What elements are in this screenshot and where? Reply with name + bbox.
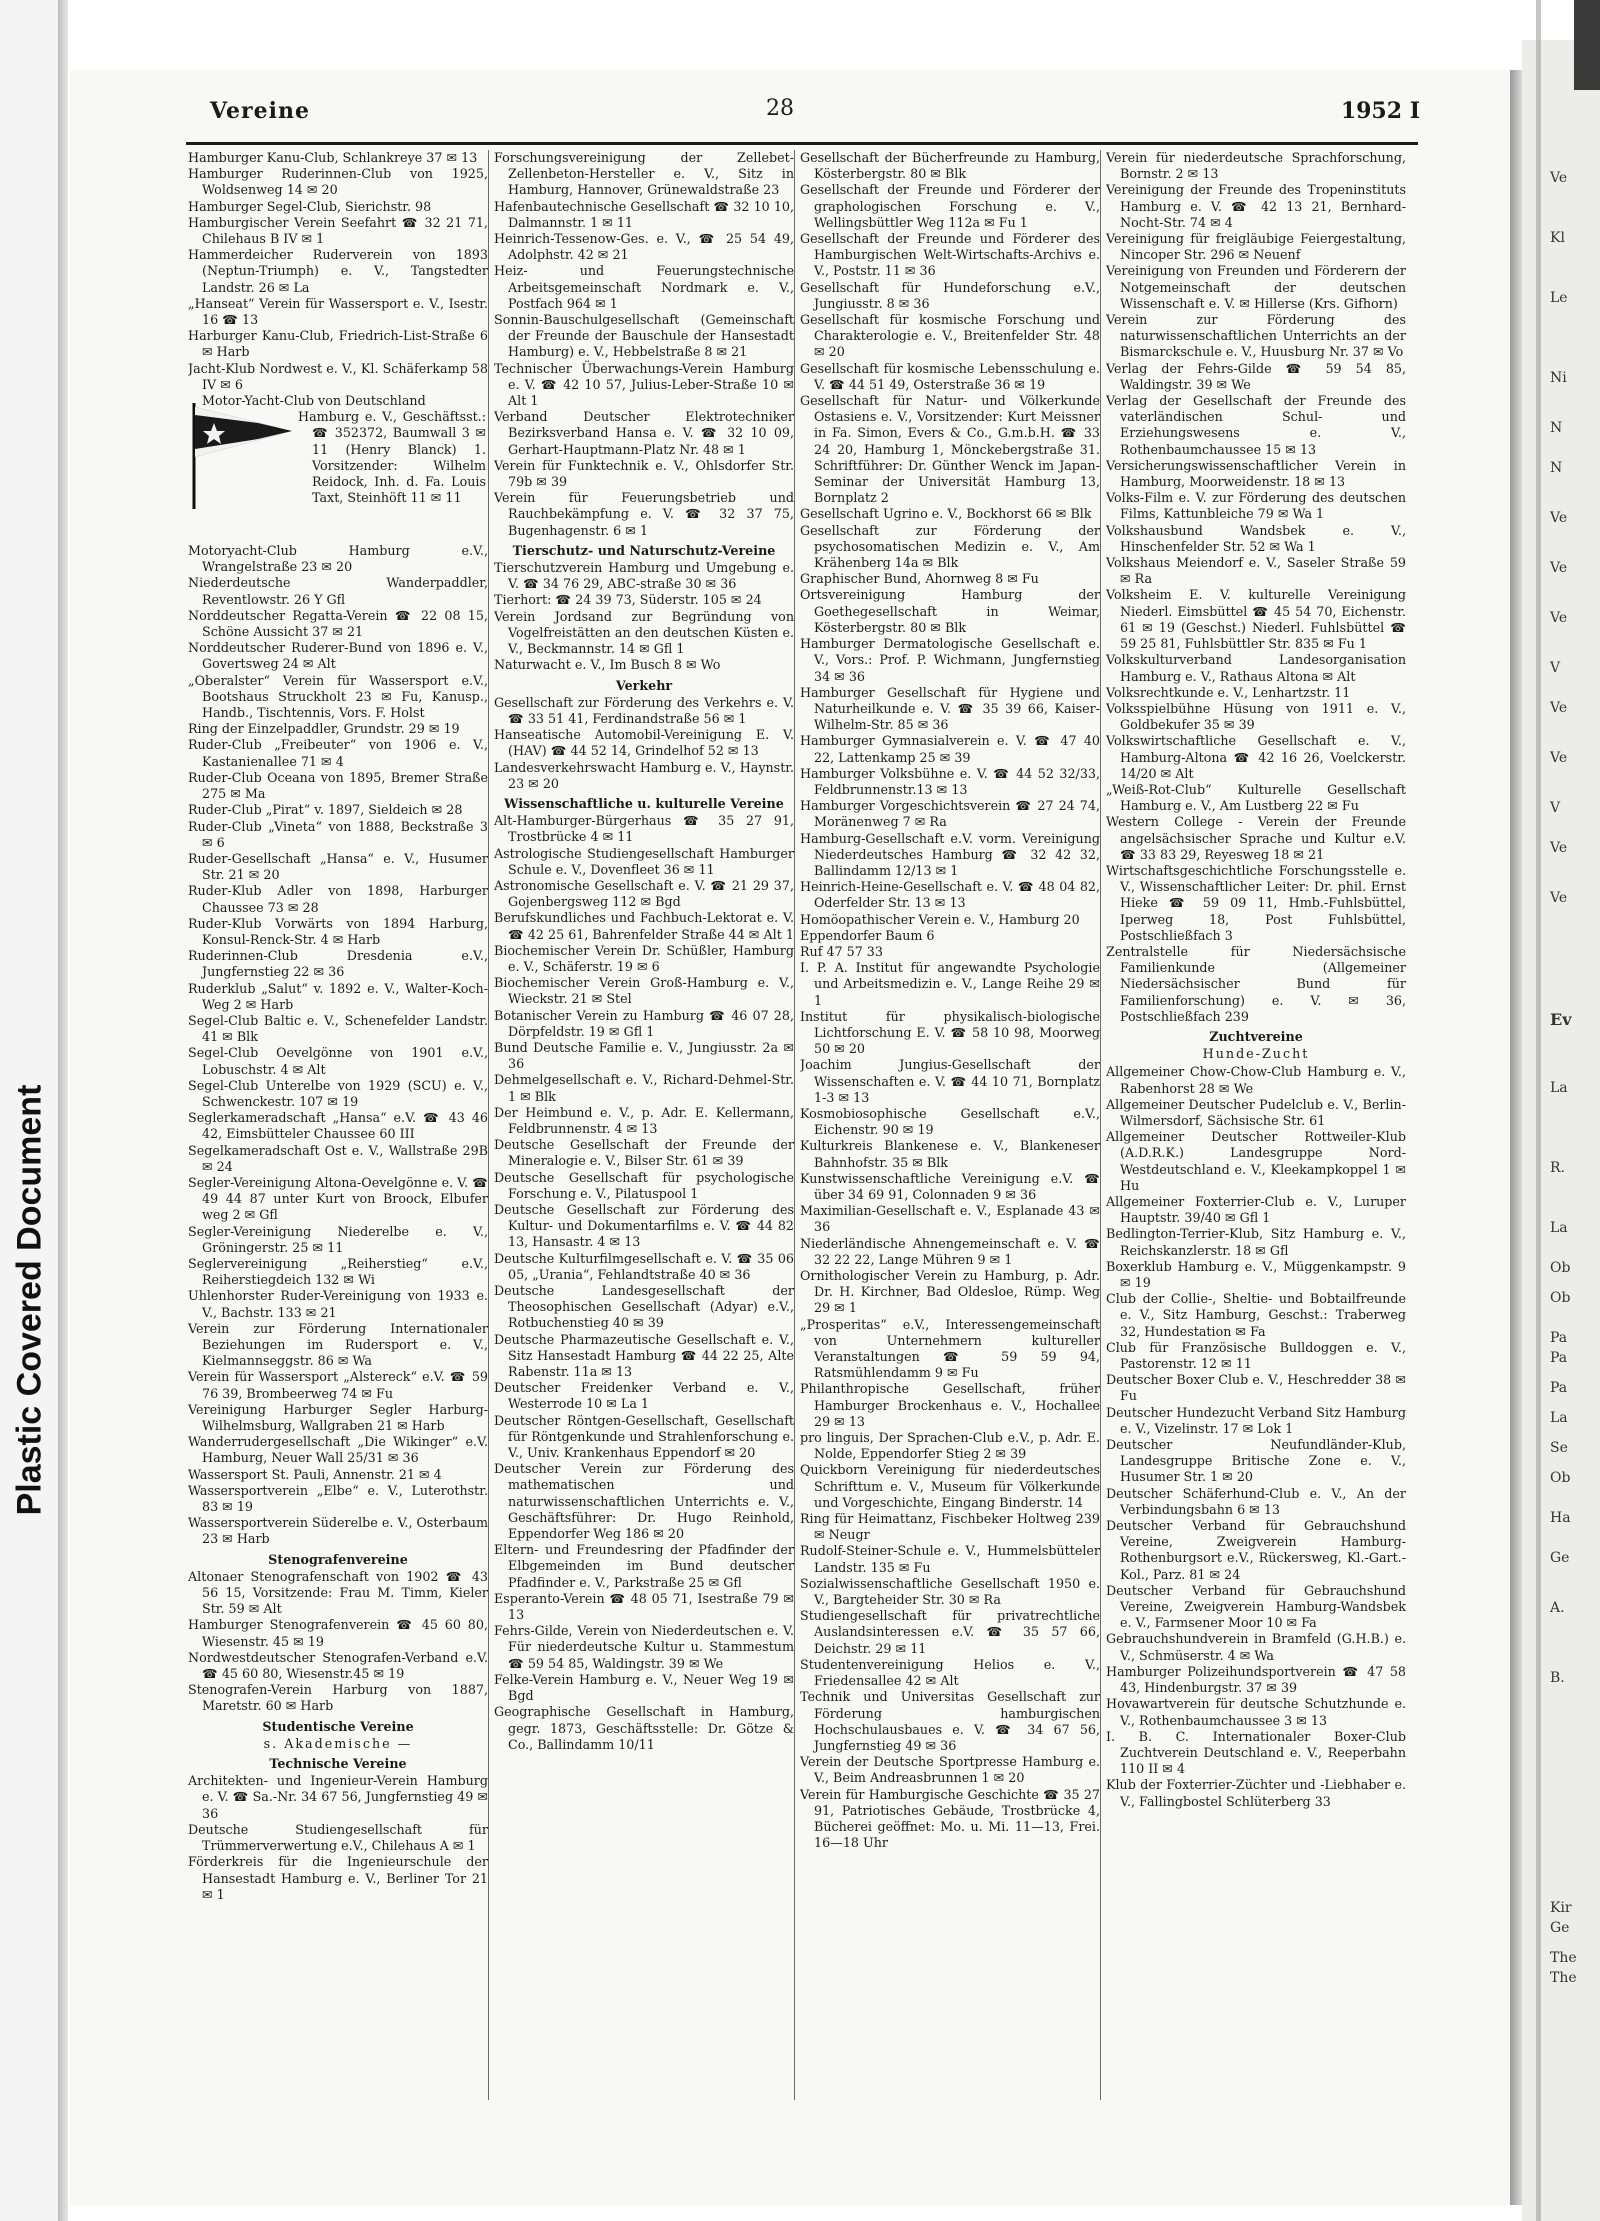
list-item: Deutsche Kulturfilmgesellschaft e. V. ☎ 35 06 05, „Urania“, Fehlandtstraße 40 ✉ 36 (494, 1250, 794, 1282)
section-title: Vereine (210, 98, 310, 124)
entry-list (800, 150, 1100, 1851)
list-item: Gesellschaft für kosmische Forschung und Charakterologie e. V., Breitenfelder Str. 48 ✉ 20 (800, 312, 1100, 360)
next-page-fragment: Pa (1550, 1330, 1568, 1346)
list-item: Niederländische Ahnengemeinschaft e. V. ☎ 32 22 22, Lange Mühren 9 ✉ 1 (800, 1235, 1100, 1267)
list-item: Allgemeiner Chow-Chow-Club Hamburg e. V., Rabenhorst 28 ✉ We (1106, 1064, 1406, 1096)
page-year: 1952 I (1340, 98, 1420, 124)
list-item: Wassersportverein „Elbe“ e. V., Luterothstr. 83 ✉ 19 (188, 1482, 488, 1515)
list-item: Boxerklub Hamburg e. V., Müggenkampstr. 9 ✉ 19 (1106, 1258, 1406, 1291)
list-item: Ruder-Klub Vorwärts von 1894 Harburg, Konsul-Renck-Str. 4 ✉ Harb (188, 915, 488, 947)
list-item: Sonnin-Bauschulgesellschaft (Gemeinschaft der Freunde der Bauschule der Hansestadt Hamburg) e. V., Hebbelstraße 8 ✉ 21 (494, 312, 794, 360)
list-item: Ruder-Club „Freibeuter“ von 1906 e. V., Kastanienallee 71 ✉ 4 (188, 737, 488, 769)
list-item: Deutscher Schäferhund-Club e. V., An der Verbindungsbahn 6 ✉ 13 (1106, 1485, 1406, 1517)
list-item: Maximilian-Gesellschaft e. V., Esplanade 43 ✉ 36 (800, 1203, 1100, 1235)
list-item: Felke-Verein Hamburg e. V., Neuer Weg 19 ✉ Bgd (494, 1671, 794, 1704)
section-subheading: Hunde-Zucht (1202, 1046, 1310, 1062)
list-item: Wassersport St. Pauli, Annenstr. 21 ✉ 4 (188, 1466, 442, 1482)
entry-list (188, 150, 488, 393)
column-divider (488, 150, 489, 2100)
list-item: Landesverkehrswacht Hamburg e. V., Haynstr. 23 ✉ 20 (494, 759, 794, 791)
list-item: Segelkameradschaft Ost e. V., Wallstraße 29B ✉ 24 (188, 1142, 488, 1174)
list-item: Esperanto-Verein ☎ 48 05 71, Isestraße 79 ✉ 13 (494, 1590, 794, 1623)
list-item: Astronomische Gesellschaft e. V. ☎ 21 29 37, Gojenbergsweg 112 ✉ Bgd (494, 877, 794, 910)
list-item: Deutscher Neufundländer-Klub, Landesgruppe Britische Zone e. V., Husumer Str. 1 ✉ 20 (1106, 1437, 1406, 1485)
list-item: Ruder-Klub Adler von 1898, Harburger Chaussee 73 ✉ 28 (188, 883, 488, 915)
list-item: Rudolf-Steiner-Schule e. V., Hummelsbütteler Landstr. 135 ✉ Fu (800, 1543, 1100, 1575)
list-item: Deutscher Verein zur Förderung des mathematischen und naturwissenschaftlichen Unterrichts e. V., Geschäftsführer: Dr. Hugo Reinhold, Eppendorfer Weg 186 ✉ 20 (494, 1461, 794, 1542)
list-item: Hamburger Kanu-Club, Schlankreye 37 ✉ 13 (188, 150, 478, 165)
list-item: Gesellschaft der Freunde und Förderer der graphologischen Forschung e. V., Wellingsbüttler Weg 112a ✉ Fu 1 (800, 182, 1100, 230)
list-item: Studiengesellschaft für privatrechtliche Auslandsinteressen e.V. ☎ 35 57 66, Deichstr. 29 ✉ 11 (800, 1608, 1100, 1656)
list-item: „Weiß-Rot-Club“ Kulturelle Gesellschaft Hamburg e. V., Am Lustberg 22 ✉ Fu (1106, 781, 1406, 814)
list-item: Technischer Überwachungs-Verein Hamburg e. V. ☎ 42 10 57, Julius-Leber-Straße 10 ✉ Alt 1 (494, 360, 794, 409)
list-item: Versicherungswissenschaftlicher Verein in Hamburg, Moorweidenstr. 18 ✉ 13 (1106, 457, 1406, 490)
list-item: Volkshaus Meiendorf e. V., Saseler Straße 59 ✉ Ra (1106, 555, 1406, 587)
list-item: Naturwacht e. V., Im Busch 8 ✉ Wo (494, 657, 721, 673)
column-4 (1106, 150, 1406, 2100)
list-item: „Hanseat“ Verein für Wassersport e. V., Isestr. 16 ☎ 13 (188, 295, 488, 328)
list-item: Gesellschaft Ugrino e. V., Bockhorst 66 ✉ Blk (800, 506, 1092, 522)
list-item: Eltern- und Freundesring der Pfadfinder der Elbgemeinden im Bund deutscher Pfadfinder e. V., Parkstraße 25 ✉ Gfl (494, 1542, 794, 1590)
list-item: Deutscher Verband für Gebrauchshund Vereine, Zweigverein Hamburg-Wandsbek e. V., Farmsener Moor 10 ✉ Fa (1106, 1582, 1406, 1631)
list-item: Graphischer Bund, Ahornweg 8 ✉ Fu (800, 571, 1039, 587)
next-page-fragment: Ob (1550, 1260, 1571, 1276)
list-item: Volksspielbühne Hüsung von 1911 e. V., Goldbekufer 35 ✉ 39 (1106, 700, 1406, 733)
list-item: Hamburgischer Verein Seefahrt ☎ 32 21 71, Chilehaus B IV ✉ 1 (188, 214, 488, 247)
next-page-fragment: Ob (1550, 1470, 1571, 1486)
list-item: Forschungsvereinigung der Zellebet-Zellenbeton-Hersteller e. V., Sitz in Hamburg, Hannover, Grünewaldstraße 23 (494, 150, 794, 198)
list-item: Heinrich-Tessenow-Ges. e. V., ☎ 25 54 49, Adolphstr. 42 ✉ 21 (494, 231, 794, 263)
list-item: Gesellschaft der Bücherfreunde zu Hamburg, Kösterbergstr. 80 ✉ Blk (800, 150, 1100, 182)
list-item: Allgemeiner Deutscher Rottweiler-Klub (A.D.R.K.) Landesgruppe Nord-Westdeutschland e. V., Kleekampkoppel 1 ✉ Hu (1106, 1129, 1406, 1193)
list-item: Ruder-Gesellschaft „Hansa“ e. V., Husumer Str. 21 ✉ 20 (188, 850, 488, 883)
next-page-fragment: Ha (1550, 1510, 1571, 1526)
list-item: Hanseatische Automobil-Vereinigung E. V. (HAV) ☎ 44 52 14, Grindelhof 52 ✉ 13 (494, 727, 794, 759)
list-item: Zentralstelle für Niedersächsische Familienkunde (Allgemeiner Niedersächsischer Bund für Familienforschung) e. V. ✉ 36, Postschließfach 239 (1106, 943, 1406, 1024)
section-heading: Wissenschaftliche u. kulturelle Vereine (504, 795, 784, 811)
list-item: Sozialwissenschaftliche Gesellschaft 1950 e. V., Bargteheider Str. 30 ✉ Ra (800, 1575, 1100, 1608)
list-item: „Prosperitas“ e.V., Interessengemeinschaft von Unternehmern kultureller Veranstaltungen ☎ 59 59 94, Ratsmühlendamm 9 ✉ Fu (800, 1316, 1100, 1381)
column-divider (794, 150, 795, 2100)
list-item: Volkswirtschaftliche Gesellschaft e. V., Hamburg-Altona ☎ 42 16 26, Voelckerstr. 14/20 ✉ Alt (1106, 733, 1406, 781)
list-item: Segel-Club Oevelgönne von 1901 e.V., Lobuschstr. 4 ✉ Alt (188, 1045, 488, 1077)
page-number: 28 (766, 96, 794, 121)
next-page-edge (1522, 40, 1600, 2221)
binding-spine (1536, 0, 1541, 2221)
list-item: Heiz- und Feuerungstechnische Arbeitsgemeinschaft Nordmark e. V., Postfach 964 ✉ 1 (494, 263, 794, 311)
list-item: Gesellschaft der Freunde und Förderer des Hamburgischen Welt-Wirtschafts-Archivs e. V., Poststr. 11 ✉ 36 (800, 231, 1100, 279)
list-item: Heinrich-Heine-Gesellschaft e. V. ☎ 48 04 82, Oderfelder Str. 13 ✉ 13 (800, 879, 1100, 911)
next-page-fragment: Ge (1550, 1920, 1570, 1936)
list-item: Hamburger Vorgeschichtsverein ☎ 27 24 74, Moränenweg 7 ✉ Ra (800, 798, 1100, 830)
next-page-fragment: N (1550, 460, 1563, 476)
list-item: Motor-Yacht-Club von Deutschland (202, 393, 426, 409)
list-item: Verein zur Förderung des naturwissenschaftlichen Unterrichts an der Bismarckschule e. V., Huusburg Nr. 37 ✉ Vo (1106, 312, 1406, 360)
list-item: Quickborn Vereinigung für niederdeutsches Schrifttum e. V., Museum für Völkerkunde und Vorgeschichte, Eingang Binderstr. 14 (800, 1462, 1100, 1510)
column-divider (1100, 150, 1101, 2100)
list-item: Ruderklub „Salut“ v. 1892 e. V., Walter-Koch-Weg 2 ✉ Harb (188, 980, 488, 1012)
next-page-fragment: Ob (1550, 1290, 1571, 1306)
list-item: Segler-Vereinigung Altona-Oevelgönne e. V. ☎ 49 44 87 unter Kurt von Broock, Elbufer weg 2 ✉ Gfl (188, 1174, 488, 1223)
list-item: Hamburger Dermatologische Gesellschaft e. V., Vors.: Prof. P. Wichmann, Jungfernstieg 34 ✉ 36 (800, 636, 1100, 684)
list-item: Volkshausbund Wandsbek e. V., Hinschenfelder Str. 52 ✉ Wa 1 (1106, 522, 1406, 554)
list-item: Club für Französische Bulldoggen e. V., Pastorenstr. 12 ✉ 11 (1106, 1339, 1406, 1372)
list-item: Gesellschaft für kosmische Lebensschulung e. V. ☎ 44 51 49, Osterstraße 36 ✉ 19 (800, 360, 1100, 392)
list-item: I. B. C. Internationaler Boxer-Club Zuchtverein Deutschland e. V., Reeperbahn 110 II ✉ 4 (1106, 1728, 1406, 1777)
list-item: Hamburger Segel-Club, Sierichstr. 98 (188, 198, 432, 214)
list-item: Verband Deutscher Elektrotechniker Bezirksverband Hansa e. V. ☎ 32 10 09, Gerhart-Hauptmann-Platz Nr. 48 ✉ 1 (494, 409, 794, 457)
list-item: Western College - Verein der Freunde angelsächsischer Sprache und Kultur e.V. ☎ 33 83 29, Reyesweg 18 ✉ 21 (1106, 814, 1406, 862)
list-item: Verein Jordsand zur Begründung von Vogelfreistätten an den deutschen Küsten e. V., Beckmannstr. 14 ✉ Gfl 1 (494, 608, 794, 657)
list-item: Verein für Wassersport „Alstereck“ e.V. ☎ 59 76 39, Brombeerweg 74 ✉ Fu (188, 1369, 488, 1401)
list-item: Seglerkameradschaft „Hansa“ e.V. ☎ 43 46 42, Eimsbütteler Chaussee 60 III (188, 1110, 488, 1142)
entry-list (494, 150, 794, 539)
entry-list (1106, 150, 1406, 1025)
next-page-fragment: The (1550, 1950, 1577, 1966)
list-item: Vereinigung von Freunden und Förderern der Notgemeinschaft der deutschen Wissenschaft e. V. ✉ Hillerse (Krs. Gifhorn) (1106, 263, 1406, 311)
next-page-fragment: La (1550, 1080, 1568, 1096)
next-page-fragment: Ve (1550, 610, 1568, 626)
list-item: Vereinigung für freigläubige Feiergestaltung, Nincoper Str. 296 ✉ Neuenf (1106, 231, 1406, 263)
next-page-fragment: R. (1550, 1160, 1565, 1176)
list-item: Allgemeiner Deutscher Pudelclub e. V., Berlin-Wilmersdorf, Sächsische Str. 61 (1106, 1096, 1406, 1128)
list-item: Norddeutscher Regatta-Verein ☎ 22 08 15, Schöne Aussicht 37 ✉ 21 (188, 607, 488, 640)
list-item: Allgemeiner Foxterrier-Club e. V., Luruper Hauptstr. 39/40 ✉ Gfl 1 (1106, 1194, 1406, 1226)
next-page-fragment: V (1550, 660, 1561, 676)
list-item: Kosmobiosophische Gesellschaft e.V., Eichenstr. 90 ✉ 19 (800, 1105, 1100, 1138)
list-item: Gesellschaft für Hundeforschung e.V., Jungiusstr. 8 ✉ 36 (800, 279, 1100, 311)
list-item: Verein für niederdeutsche Sprachforschung, Bornstr. 2 ✉ 13 (1106, 150, 1406, 182)
list-item: Alt-Hamburger-Bürgerhaus ☎ 35 27 91, Trostbrücke 4 ✉ 11 (494, 813, 794, 845)
list-item: Volkskulturverband Landesorganisation Hamburg e. V., Rathaus Altona ✉ Alt (1106, 652, 1406, 684)
motor-yacht-club-entry (188, 393, 488, 543)
list-item: Segler-Vereinigung Niederelbe e. V., Gröningerstr. 25 ✉ 11 (188, 1223, 488, 1255)
list-item: Dehmelgesellschaft e. V., Richard-Dehmel-Str. 1 ✉ Blk (494, 1072, 794, 1104)
list-item: Deutsche Pharmazeutische Gesellschaft e. V., Sitz Hansestadt Hamburg ☎ 44 22 25, Alte Rabenstr. 11a ✉ 13 (494, 1331, 794, 1380)
list-item: Deutscher Verband für Gebrauchshund Vereine, Zweigverein Hamburg-Rothenburgsort e.V., Rückersweg, Kl.-Gart.-Kol., Parz. 81 ✉ 24 (1106, 1518, 1406, 1582)
next-page-fragment: Ve (1550, 170, 1568, 186)
list-item: Ruf 47 57 33 (800, 943, 883, 959)
list-item: Technik und Universitas Gesellschaft zur Förderung hamburgischen Hochschulausbaues e. V. ☎ 34 67 56, Jungfernstieg 49 ✉ 36 (800, 1689, 1100, 1753)
cross-reference: s. Akademische — (263, 1735, 413, 1751)
list-item: Ring für Heimattanz, Fischbeker Holtweg 239 ✉ Neugr (800, 1511, 1100, 1543)
entry-list (188, 1569, 488, 1715)
list-item: Geographische Gesellschaft in Hamburg, gegr. 1873, Geschäftsstelle: Dr. Götze & Co., Ballindamm 10/11 (494, 1704, 794, 1752)
list-item: Vereinigung der Freunde des Tropeninstituts Hamburg e. V. ☎ 42 13 21, Bernhard-Nocht-Str. 74 ✉ 4 (1106, 182, 1406, 230)
next-page-fragment: B. (1550, 1670, 1565, 1686)
list-item: Norddeutscher Ruderer-Bund von 1896 e. V., Govertsweg 24 ✉ Alt (188, 640, 488, 672)
list-item: Deutscher Röntgen-Gesellschaft, Gesellschaft für Röntgenkunde und Strahlenforschung e. V., Univ. Krankenhaus Eppendorf ✉ 20 (494, 1412, 794, 1461)
list-item: Hamburger Gesellschaft für Hygiene und Naturheilkunde e. V. ☎ 35 39 66, Kaiser-Wilhelm-Str. 85 ✉ 36 (800, 684, 1100, 733)
list-item: Architekten- und Ingenieur-Verein Hamburg e. V. ☎ Sa.-Nr. 34 67 56, Jungfernstieg 49 ✉ 36 (188, 1773, 488, 1821)
list-item: Botanischer Verein zu Hamburg ☎ 46 07 28, Dörpfeldstr. 19 ✉ Gfl 1 (494, 1007, 794, 1039)
list-item: Ornithologischer Verein zu Hamburg, p. Adr. Dr. H. Kirchner, Bad Oldesloe, Rümp. Weg 29 ✉ 1 (800, 1268, 1100, 1316)
list-item: Deutscher Hundezucht Verband Sitz Hamburg e. V., Vizelinstr. 17 ✉ Lok 1 (1106, 1404, 1406, 1436)
yacht-club-pennant-icon (188, 401, 298, 511)
entry-list (494, 813, 794, 1753)
list-item: Volks-Film e. V. zur Förderung des deutschen Films, Kattunbleiche 79 ✉ Wa 1 (1106, 490, 1406, 522)
next-page-fragment: Le (1550, 290, 1568, 306)
list-item: Eppendorfer Baum 6 (800, 927, 935, 943)
corner-tab (1574, 0, 1600, 90)
next-page-fragment: A. (1550, 1600, 1565, 1616)
list-item: Hovawartverein für deutsche Schutzhunde e. V., Rothenbaumchaussee 3 ✉ 13 (1106, 1696, 1406, 1728)
list-item: Fehrs-Gilde, Verein von Niederdeutschen e. V. Für niederdeutsche Kultur u. Stammestum ☎ 59 54 85, Waldingstr. 39 ✉ We (494, 1623, 794, 1671)
list-item: Bedlington-Terrier-Klub, Sitz Hamburg e. V., Reichskanzlerstr. 18 ✉ Gfl (1106, 1226, 1406, 1258)
page-header (140, 98, 1420, 138)
section-heading: Stenografenvereine (268, 1551, 408, 1567)
list-item: Hamburg-Gesellschaft e.V. vorm. Vereinigung Niederdeutsches Hamburg ☎ 32 42 32, Ballindamm 12/13 ✉ 1 (800, 830, 1100, 878)
list-item: Hamburg e. V., Geschäftsst.: ☎ 352372, Baumwall 3 ✉ 11 (Henry Blanck) 1. Vorsitzender: Wilhelm Reidock, Inh. d. Fa. Louis Taxt, Steinhöft 11 ✉ 11 (298, 409, 486, 506)
list-item: I. P. A. Institut für angewandte Psychologie und Arbeitsmedizin e. V., Lange Reihe 29 ✉ 1 (800, 960, 1100, 1008)
list-item: Gesellschaft zur Förderung des Verkehrs e. V. ☎ 33 51 41, Ferdinandstraße 56 ✉ 1 (494, 694, 794, 726)
list-item: pro linguis, Der Sprachen-Club e.V., p. Adr. E. Nolde, Eppendorfer Stieg 2 ✉ 39 (800, 1430, 1100, 1462)
list-item: Ring der Einzelpaddler, Grundstr. 29 ✉ 19 (188, 721, 460, 737)
next-page-fragment: Ni (1550, 370, 1567, 386)
entry-list (494, 695, 794, 792)
list-item: Joachim Jungius-Gesellschaft der Wissenschaften e. V. ☎ 44 10 71, Bornplatz 1-3 ✉ 13 (800, 1057, 1100, 1105)
list-item: Deutscher Boxer Club e. V., Heschredder 38 ✉ Fu (1106, 1372, 1406, 1404)
list-item: Tierhort: ☎ 24 39 73, Süderstr. 105 ✉ 24 (494, 592, 762, 608)
list-item: Hamburger Ruderinnen-Club von 1925, Woldsenweg 14 ✉ 20 (188, 166, 488, 198)
next-page-fragment: V (1550, 800, 1561, 816)
list-item: Tierschutzverein Hamburg und Umgebung e. V. ☎ 34 76 29, ABC-straße 30 ✉ 36 (494, 560, 794, 592)
next-page-fragment: Ve (1550, 890, 1568, 906)
list-item: Club der Collie-, Sheltie- und Bobtailfreunde e. V., Sitz Hamburg, Geschst.: Traberweg 32, Hundestation ✉ Fa (1106, 1291, 1406, 1339)
list-item: Wirtschaftsgeschichtliche Forschungsstelle e. V., Wissenschaftlicher Leiter: Dr. phil. Ernst Hieke ☎ 59 09 11, Hmb.-Fuhlsbüttel, Iperweg 18, Post Fuhlsbüttel, Postschließfach 3 (1106, 862, 1406, 943)
next-page-fragment: Pa (1550, 1350, 1568, 1366)
next-page-fragment: The (1550, 1970, 1577, 1986)
list-item: Institut für physikalisch-biologische Lichtforschung E. V. ☎ 58 10 98, Moorweg 50 ✉ 20 (800, 1008, 1100, 1057)
next-page-fragment: Ve (1550, 510, 1568, 526)
list-item: Stenografen-Verein Harburg von 1887, Maretstr. 60 ✉ Harb (188, 1682, 488, 1714)
list-item: Verein für Feuerungsbetrieb und Rauchbekämpfung e. V. ☎ 32 37 75, Bugenhagenstr. 6 ✉ 1 (494, 490, 794, 538)
next-page-fragment: Ev (1550, 1010, 1572, 1029)
header-rule (186, 142, 1418, 145)
section-heading: Technische Vereine (269, 1756, 407, 1772)
list-item: Verein der Deutsche Sportpresse Hamburg e. V., Beim Andreasbrunnen 1 ✉ 20 (800, 1754, 1100, 1786)
section-heading: Zuchtvereine (1209, 1028, 1303, 1044)
list-item: Ruder-Club Oceana von 1895, Bremer Straße 275 ✉ Ma (188, 769, 488, 802)
list-item: Niederdeutsche Wanderpaddler, Reventlowstr. 26 Y Gfl (188, 575, 488, 607)
list-item: Volksrechtkunde e. V., Lenhartzstr. 11 (1106, 684, 1351, 700)
list-item: Biochemischer Verein Dr. Schüßler, Hamburg e. V., Schäferstr. 19 ✉ 6 (494, 942, 794, 974)
column-2 (494, 150, 794, 2100)
list-item: Deutsche Gesellschaft zur Förderung des Kultur- und Dokumentarfilms e. V. ☎ 44 82 13, Hansastr. 4 ✉ 13 (494, 1202, 794, 1250)
list-item: Gesellschaft für Natur- und Völkerkunde Ostasiens e. V., Vorsitzender: Kurt Meissner in Fa. Simon, Evers & Co., G.m.b.H. ☎ 33 24 20, Hamburg 1, Mönckebergstraße 31. Schriftführer: Dr. Günther Wenck im Japan-Seminar der Universität Hamburg 13, Bornplatz 2 (800, 393, 1100, 506)
list-item: Gebrauchshundverein in Bramfeld (G.H.B.) e. V., Schmüserstr. 4 ✉ Wa (1106, 1631, 1406, 1663)
list-item: Hafenbautechnische Gesellschaft ☎ 32 10 10, Dalmannstr. 1 ✉ 11 (494, 198, 794, 230)
next-page-fragment: Ve (1550, 700, 1568, 716)
list-item: Verlag der Gesellschaft der Freunde des vaterländischen Schul- und Erziehungswesens e. V., Rothenbaumchaussee 15 ✉ 13 (1106, 393, 1406, 457)
list-item: Ruder-Club „Vineta“ von 1888, Beckstraße 3 ✉ 6 (188, 818, 488, 850)
next-page-fragment: Ve (1550, 750, 1568, 766)
list-item: Gesellschaft zur Förderung der psychosomatischen Medizin e. V., Am Krähenberg 14a ✉ Blk (800, 522, 1100, 571)
list-item: Segel-Club Baltic e. V., Schenefelder Landstr. 41 ✉ Blk (188, 1012, 488, 1045)
list-item: Motoryacht-Club Hamburg e.V., Wrangelstraße 23 ✉ 20 (188, 543, 488, 575)
list-item: Verein zur Förderung Internationaler Beziehungen im Rudersport e. V., Kielmannseggstr. 86 ✉ Wa (188, 1320, 488, 1369)
next-page-fragment: N (1550, 420, 1563, 436)
list-item: Volksheim E. V. kulturelle Vereinigung Niederl. Eimsbüttel ☎ 45 54 70, Eichenstr. 61 ✉ 19 (Geschst.) Niederl. Fuhlsbüttel ☎ 59 25 81, Fuhlsbüttler Str. 835 ✉ Fu 1 (1106, 587, 1406, 652)
next-page-fragment: Pa (1550, 1380, 1568, 1396)
column-1 (188, 150, 488, 2100)
page-shadow-right (1510, 70, 1522, 2205)
list-item: Hamburger Polizeihundsportverein ☎ 47 58 43, Hindenburgstr. 37 ✉ 39 (1106, 1663, 1406, 1696)
list-item: Hamburger Stenografenverein ☎ 45 60 80, Wiesenstr. 45 ✉ 19 (188, 1617, 488, 1649)
plastic-covered-label (0, 1000, 60, 1600)
list-item: Deutsche Studiengesellschaft für Trümmerverwertung e.V., Chilehaus A ✉ 1 (188, 1821, 488, 1854)
list-item: Wassersportverein Süderelbe e. V., Osterbaum 23 ✉ Harb (188, 1515, 488, 1547)
list-item: Verein für Funktechnik e. V., Ohlsdorfer Str. 79b ✉ 39 (494, 457, 794, 490)
list-item: Kulturkreis Blankenese e. V., Blankeneser Bahnhofstr. 35 ✉ Blk (800, 1138, 1100, 1170)
list-item: Klub der Foxterrier-Züchter und -Liebhaber e. V., Fallingbostel Schlüterberg 33 (1106, 1777, 1406, 1809)
list-item: Harburger Kanu-Club, Friedrich-List-Straße 6 ✉ Harb (188, 328, 488, 360)
list-item: „Oberalster“ Verein für Wassersport e.V., Bootshaus Struckholt 23 ✉ Fu, Kanusp., Handb., Tischtennis, Vors. F. Holst (188, 672, 488, 721)
list-item: Ruderinnen-Club Dresdenia e.V., Jungfernstieg 22 ✉ 36 (188, 948, 488, 980)
list-item: Homöopathischer Verein e. V., Hamburg 20 (800, 911, 1080, 927)
list-item: Uhlenhorster Ruder-Vereinigung von 1933 e. V., Bachstr. 133 ✉ 21 (188, 1288, 488, 1320)
column-3 (800, 150, 1100, 2100)
list-item: Nordwestdeutscher Stenografen-Verband e.V. ☎ 45 60 80, Wiesenstr.45 ✉ 19 (188, 1649, 488, 1682)
next-page-fragment: Ve (1550, 560, 1568, 576)
entry-list (188, 1773, 488, 1903)
list-item: Ruder-Club „Pirat“ v. 1897, Sieldeich ✉ 28 (188, 802, 463, 818)
list-item: Ortsvereinigung Hamburg der Goethegesellschaft in Weimar, Kösterbergstr. 80 ✉ Blk (800, 587, 1100, 635)
list-item: Verlag der Fehrs-Gilde ☎ 59 54 85, Waldingstr. 39 ✉ We (1106, 360, 1406, 392)
list-item: Wanderrudergesellschaft „Die Wikinger“ e.V. Hamburg, Neuer Wall 25/31 ✉ 36 (188, 1434, 488, 1466)
next-page-fragment: La (1550, 1410, 1568, 1426)
next-page-fragment: Ve (1550, 840, 1568, 856)
next-page-fragment: Kl (1550, 230, 1565, 246)
entry-list (494, 560, 794, 673)
list-item: Bund Deutsche Familie e. V., Jungiusstr. 2a ✉ 36 (494, 1039, 794, 1072)
next-page-fragment: La (1550, 1220, 1568, 1236)
list-item: Berufskundliches und Fachbuch-Lektorat e. V. ☎ 42 25 61, Bahrenfelder Straße 44 ✉ Alt 1 (494, 910, 794, 942)
list-item: Deutscher Freidenker Verband e. V., Westerrode 10 ✉ La 1 (494, 1380, 794, 1412)
list-item: Biochemischer Verein Groß-Hamburg e. V., Wieckstr. 21 ✉ Stel (494, 975, 794, 1007)
list-item: Vereinigung Harburger Segler Harburg-Wilhelmsburg, Wallgraben 21 ✉ Harb (188, 1401, 488, 1434)
section-heading: Tierschutz- und Naturschutz-Vereine (512, 542, 776, 558)
list-item: Studentenvereinigung Helios e. V., Friedensallee 42 ✉ Alt (800, 1656, 1100, 1689)
list-item: Hamburger Volksbühne e. V. ☎ 44 52 32/33, Feldbrunnenstr.13 ✉ 13 (800, 765, 1100, 797)
next-page-fragment: Kir (1550, 1900, 1572, 1916)
list-item: Der Heimbund e. V., p. Adr. E. Kellermann, Feldbrunnenstr. 4 ✉ 13 (494, 1104, 794, 1136)
entry-list (1106, 1064, 1406, 1809)
list-item: Altonaer Stenografenschaft von 1902 ☎ 43 56 15, Vorsitzende: Frau M. Timm, Kieler Str. 59 ✉ Alt (188, 1568, 488, 1617)
entry-list (188, 543, 488, 1548)
section-heading: Studentische Vereine (262, 1718, 414, 1734)
list-item: Jacht-Klub Nordwest e. V., Kl. Schäferkamp 58 IV ✉ 6 (188, 360, 488, 392)
list-item: Deutsche Gesellschaft der Freunde der Mineralogie e. V., Bilser Str. 61 ✉ 39 (494, 1137, 794, 1169)
section-heading: Verkehr (615, 677, 673, 693)
list-item: Deutsche Landesgesellschaft der Theosophischen Gesellschaft (Adyar) e.V., Rotbuchenstieg 40 ✉ 39 (494, 1283, 794, 1331)
list-item: Kunstwissenschaftliche Vereinigung e.V. ☎ über 34 69 91, Colonnaden 9 ✉ 36 (800, 1170, 1100, 1202)
list-item: Segel-Club Unterelbe von 1929 (SCU) e. V., Schwenckestr. 107 ✉ 19 (188, 1077, 488, 1109)
list-item: Deutsche Gesellschaft für psychologische Forschung e. V., Pilatuspool 1 (494, 1169, 794, 1201)
list-item: Hamburger Gymnasialverein e. V. ☎ 47 40 22, Lattenkamp 25 ✉ 39 (800, 733, 1100, 765)
list-item: Seglervereinigung „Reiherstieg“ e.V., Reiherstiegdeich 132 ✉ Wi (188, 1255, 488, 1288)
list-item: Förderkreis für die Ingenieurschule der Hansestadt Hamburg e. V., Berliner Tor 21 ✉ 1 (188, 1854, 488, 1902)
plastic-covered-label-text: Plastic Covered Document (10, 1084, 49, 1516)
list-item: Hammerdeicher Ruderverein von 1893 (Neptun-Triumph) e. V., Tangstedter Landstr. 26 ✉ La (188, 247, 488, 295)
list-item: Verein für Hamburgische Geschichte ☎ 35 27 91, Patriotisches Gebäude, Trostbrücke 4, Bücherei geöffnet: Mo. u. Mi. 11—13, Frei. 16—18 Uhr (800, 1786, 1100, 1851)
next-page-fragment: Se (1550, 1440, 1568, 1456)
next-page-fragment: Ge (1550, 1550, 1570, 1566)
list-item: Philanthropische Gesellschaft, früher Hamburger Brockenhaus e. V., Hochallee 29 ✉ 13 (800, 1381, 1100, 1429)
list-item: Astrologische Studiengesellschaft Hamburger Schule e. V., Dovenfleet 36 ✉ 11 (494, 845, 794, 877)
